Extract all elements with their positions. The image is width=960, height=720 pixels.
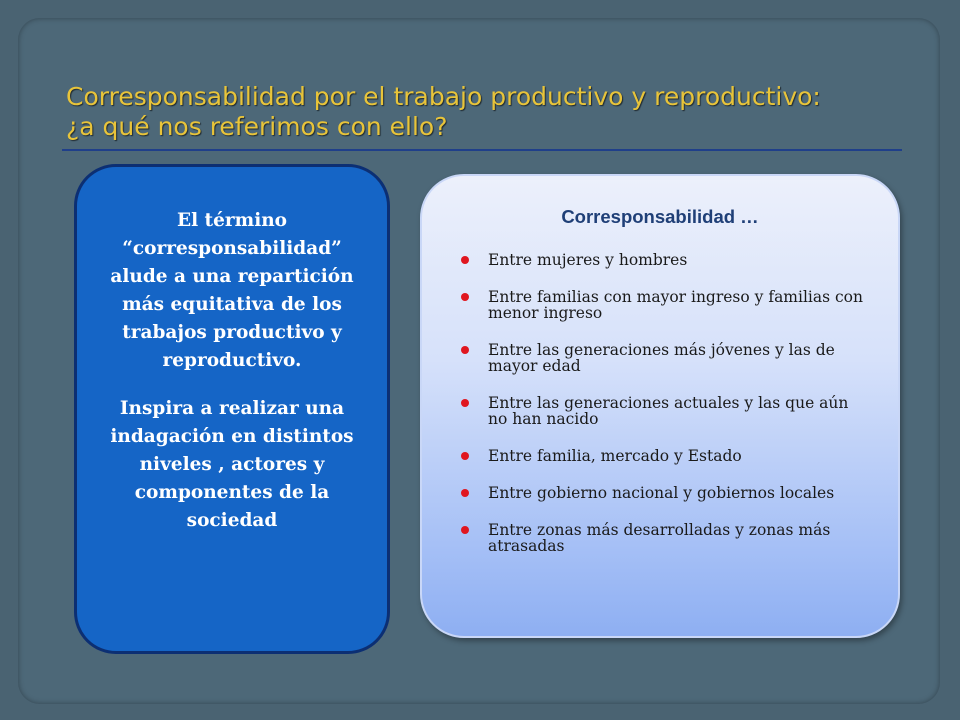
bullet-icon: [461, 346, 469, 354]
list-item-text: Entre las generaciones actuales y las que aún no han nacido: [488, 394, 849, 428]
title-line-2: ¿a qué nos referimos con ello?: [66, 112, 448, 141]
list-item: [460, 342, 870, 374]
coresponsibility-heading: Corresponsabilidad …: [561, 206, 759, 227]
inspiration-paragraph: Inspira a realizar una indagación en distintos niveles , actores y componentes de la sociedad: [110, 398, 354, 531]
definition-paragraph: El término “corresponsabilidad” alude a una repartición más equitativa de los trabajos productivo y reproductivo.: [110, 210, 354, 371]
list-item-text: Entre mujeres y hombres: [488, 251, 688, 269]
bullet-icon: [461, 452, 469, 460]
bullet-icon: [461, 256, 469, 264]
list-item-text: Entre gobierno nacional y gobiernos locales: [488, 484, 835, 502]
bullet-icon: [461, 489, 469, 497]
list-item: [460, 289, 870, 321]
list-item-text: Entre zonas más desarrolladas y zonas más atrasadas: [488, 521, 831, 555]
title-line-1: Corresponsabilidad por el trabajo productivo y reproductivo:: [66, 82, 821, 111]
list-item: [460, 395, 870, 427]
definition-box: [74, 164, 390, 654]
list-item-text: Entre familia, mercado y Estado: [488, 447, 742, 465]
title-divider: [62, 149, 902, 151]
list-item-text: Entre las generaciones más jóvenes y las de mayor edad: [488, 341, 835, 375]
bullet-icon: [461, 526, 469, 534]
slide-title: [66, 82, 906, 142]
bullet-icon: [461, 399, 469, 407]
list-item: [460, 252, 870, 268]
coresponsibility-list: [460, 252, 870, 575]
coresponsibility-box: [420, 174, 900, 638]
list-item: [460, 522, 870, 554]
list-item-text: Entre familias con mayor ingreso y familias con menor ingreso: [488, 288, 863, 322]
list-item: [460, 485, 870, 501]
bullet-icon: [461, 293, 469, 301]
list-item: [460, 448, 870, 464]
